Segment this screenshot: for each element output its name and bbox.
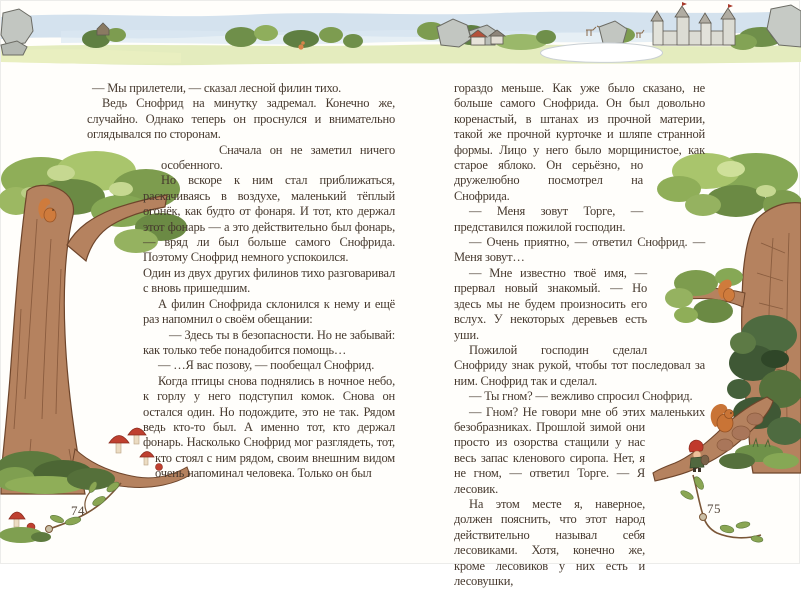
paragraph: — Гном? Не говори мне об этих маленьких безобразниках. Прошлой зимой они просто из озорства стащили у нас весь запас кленового сиропа. Нет, я не гном, — ответил Торге. — Я лесовик.: [454, 404, 705, 496]
left-page-text: [85, 81, 395, 511]
paragraph: Сначала он не заметил ничего особенного.: [161, 142, 395, 173]
page-number-right: 75: [707, 501, 721, 516]
text-wrap-spacer: [85, 235, 100, 265]
paragraph: — Мне известно твоё имя, — прервал новый знакомый. — Но здесь мы не будем произносить его вслух. У некоторых деревьев есть уши.: [454, 265, 647, 342]
paragraph: А филин Снофрида склонился к нему и ещё раз напомнил о своём обещании:: [143, 296, 395, 327]
text-wrap-spacer: [85, 188, 143, 204]
paragraph: Один из двух других филинов тихо разговаривал с вновь пришедшим.: [143, 265, 395, 296]
text-wrap-spacer: [85, 219, 119, 235]
text-wrap-spacer: [85, 420, 130, 435]
paragraph: — Мы прилетели, — сказал лесной филин тихо.: [92, 81, 342, 95]
text-wrap-spacer: [85, 451, 149, 466]
text-wrap-spacer: [85, 204, 129, 219]
top-banner-illustration: [1, 1, 801, 66]
text-wrap-spacer: [705, 81, 707, 167]
right-page-text: [454, 81, 707, 588]
text-wrap-spacer: [85, 435, 143, 451]
text-wrap-spacer: [85, 405, 111, 420]
text-wrap-spacer: [85, 466, 155, 556]
paragraph: гораздо меньше. Как уже было сказано, не больше самого Снофрида. Он был довольно коренастый, в штанах из прочной материи, такой же прочной курточке и шляпе странной формы. Лицо у него было морщинистое, как старое яблоко. Он серьёзно, но дружелюбно посмотрел на Снофрида.: [454, 81, 705, 203]
root-squirrel-icon: [711, 404, 734, 432]
text-wrap-spacer: [85, 158, 161, 188]
paragraph: Пожилой господин сделал Снофриду знак рукой, чтобы тот последовал за ним. Снофрид так и сделал.: [454, 342, 705, 388]
paragraph: На этом месте я, наверное, должен пояснить, что этот народ действительно называл себя лесовиками. Хотя, конечно же, кроме лесовиков у них есть и лесовушки,: [454, 496, 645, 588]
text-wrap-spacer: [645, 421, 707, 581]
paragraph: — …Я вас позову, — пообещал Снофрид.: [158, 358, 375, 373]
page-number-left: 74: [71, 503, 85, 518]
text-wrap-spacer: [705, 343, 707, 421]
text-wrap-spacer: [705, 221, 707, 281]
paragraph: — Очень приятно, — ответил Снофрид. — Меня зовут…: [454, 235, 705, 265]
paragraph: — Ты гном? — вежливо спросил Снофрид.: [469, 389, 693, 404]
paragraph: — Меня зовут Торге, — представился пожилой господин.: [454, 204, 643, 234]
paragraph: Когда птицы снова поднялись в ночное небо, к горлу у него подступил комок. Снова он остался один. Но подождите, это не так. Рядом ведь кто-то был. А именно тот, кто держал фонарь. Насколько Снофрид мог разглядеть, тот, кто стоял с ним рядом, своим внешним видом очень напоминал человека. Только он был: [143, 373, 395, 481]
paragraph: — Здесь ты в безопасности. Но не забывай: как только тебе понадобится помощь…: [143, 327, 395, 357]
text-wrap-spacer: [643, 167, 707, 221]
text-wrap-spacer: [647, 281, 707, 343]
text-wrap-spacer: [85, 265, 87, 405]
paragraph: Но вскоре к ним стал приближаться, раскачиваясь в воздухе, маленький тёплый огонёк, как будто от фонаря. И тот, кто держал этот фонарь — а это действительно был фонарь, — вряд ли был больше самого Снофрида. Поэтому Снофрид немного успокоился.: [143, 173, 395, 265]
paragraph: Ведь Снофрид на минутку задремал. Конечно же, случайно. Однако теперь он проснулся и внимательно оглядывался по сторонам.: [87, 96, 395, 142]
